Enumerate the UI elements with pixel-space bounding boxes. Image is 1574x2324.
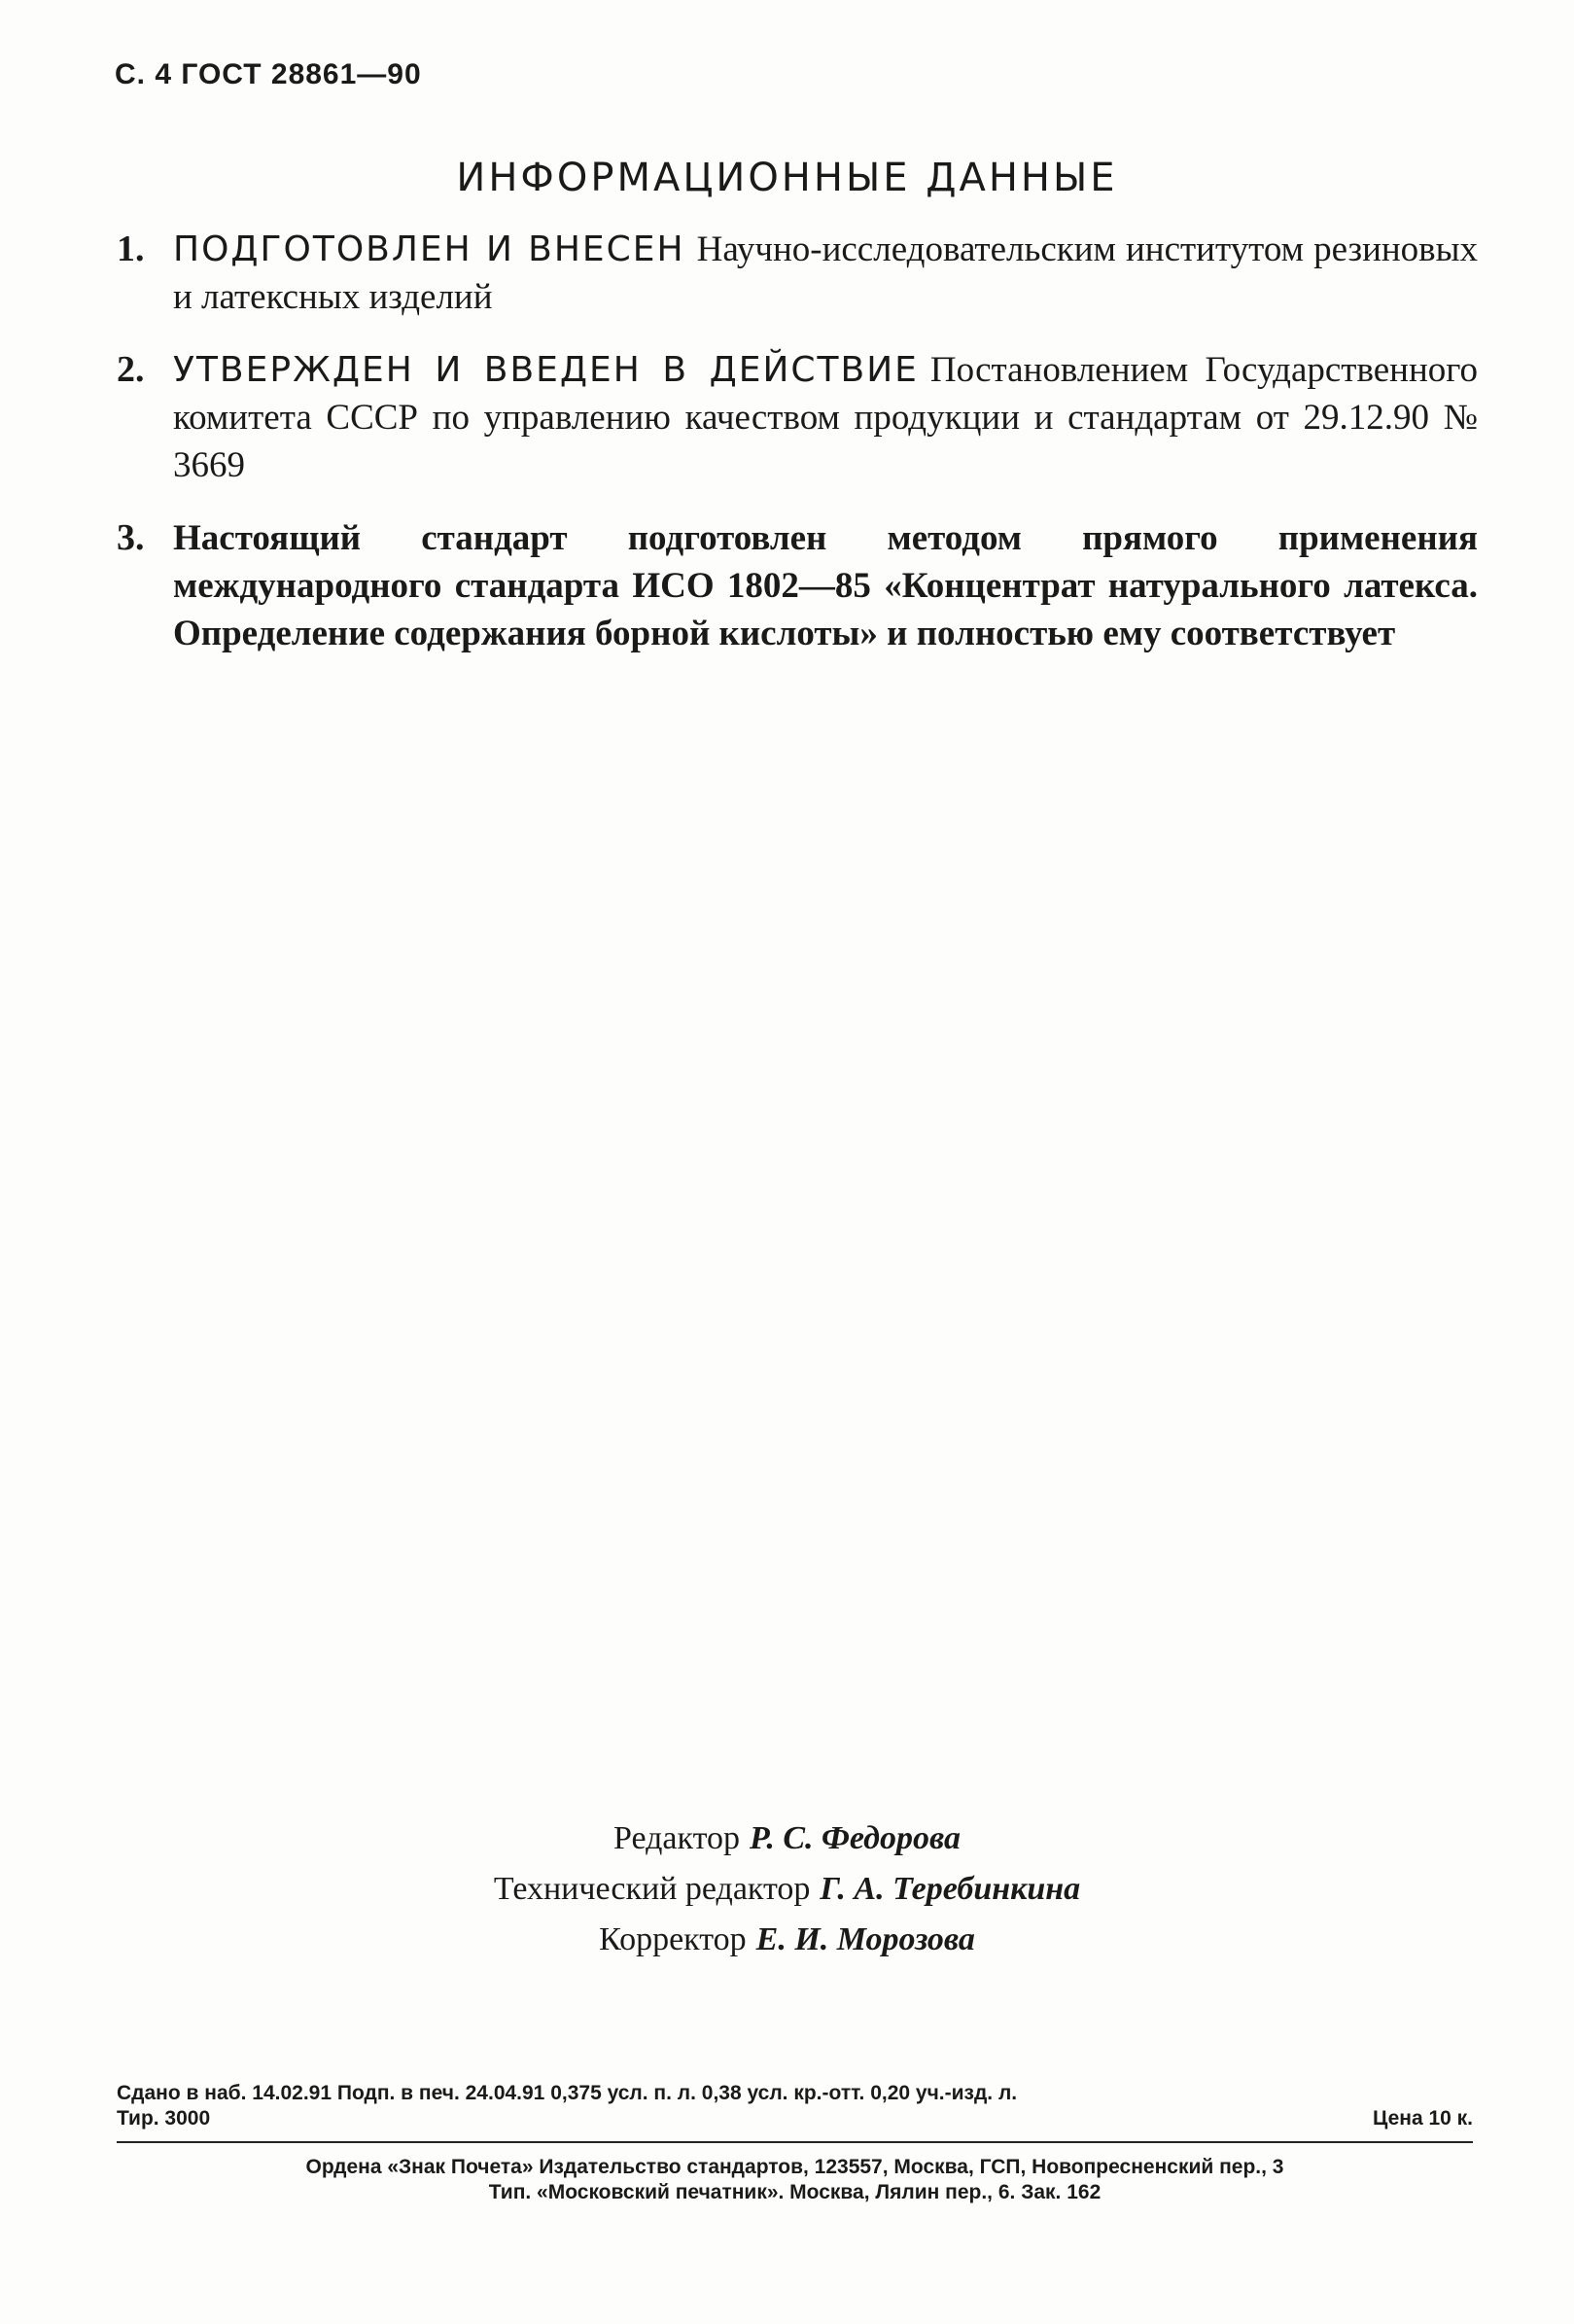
credits-block — [0, 1813, 1574, 1965]
credit-role: Корректор — [599, 1921, 747, 1957]
list-item — [117, 514, 1478, 657]
imprint-printer: Тип. «Московский печатник». Москва, Лялин пер., 6. Зак. 162 — [488, 2181, 1102, 2203]
imprint-block — [117, 2081, 1473, 2205]
section-title: ИНФОРМАЦИОННЫЕ ДАННЫЕ — [456, 156, 1118, 200]
item-heading: ПОДГОТОВЛЕН И ВНЕСЕН — [173, 229, 685, 269]
item-body: Научно-исследовательским институтом резиновых и латексных изделий — [173, 229, 1479, 317]
item-body: Постановлением Государственного комитета СССР по управлению качеством продукции и стандартам от 29.12.90 № 3669 — [173, 350, 1479, 485]
imprint-divider — [117, 2141, 1473, 2143]
item-body: Настоящий стандарт подготовлен методом прямого применения международного стандарта ИСО 1802—85 «Концентрат натурального латекса. Определение содержания борной кислоты» и полностью ему соответствует — [173, 518, 1478, 653]
credit-name: Р. С. Федорова — [749, 1820, 961, 1856]
item-text — [173, 514, 1478, 657]
imprint-publisher: Ордена «Знак Почета» Издательство стандартов, 123557, Москва, ГСП, Новопресненский пер., 3 — [305, 2156, 1284, 2178]
list-item — [117, 346, 1478, 489]
item-number: 3. — [117, 517, 145, 558]
imprint-line-print-data — [117, 2081, 1473, 2106]
item-heading: УТВЕРЖДЕН И ВВЕДЕН В ДЕЙСТВИЕ — [173, 350, 919, 390]
info-items-list — [117, 226, 1478, 683]
credit-role: Технический редактор — [493, 1871, 811, 1907]
page-header: С. 4 ГОСТ 28861—90 — [115, 58, 422, 90]
imprint-circulation: Тир. 3000 — [117, 2107, 211, 2130]
list-item — [117, 226, 1478, 321]
item-text — [173, 226, 1478, 321]
imprint-line-circulation — [117, 2106, 1473, 2131]
credit-role: Редактор — [613, 1820, 740, 1856]
credit-name: Г. А. Теребинкина — [820, 1871, 1081, 1907]
credit-editor — [0, 1813, 1574, 1864]
item-number: 1. — [117, 229, 145, 269]
imprint-print-data: Сдано в наб. 14.02.91 Подп. в печ. 24.04.91 0,375 усл. п. л. 0,38 усл. кр.-отт. 0,20 уч.-изд. л. — [117, 2082, 1018, 2104]
credit-name: Е. И. Морозова — [755, 1921, 975, 1957]
credit-technical-editor — [0, 1864, 1574, 1915]
credit-proofreader — [0, 1915, 1574, 1965]
item-text — [173, 346, 1478, 489]
imprint-price: Цена 10 к. — [1372, 2107, 1473, 2130]
item-number: 2. — [117, 349, 145, 390]
